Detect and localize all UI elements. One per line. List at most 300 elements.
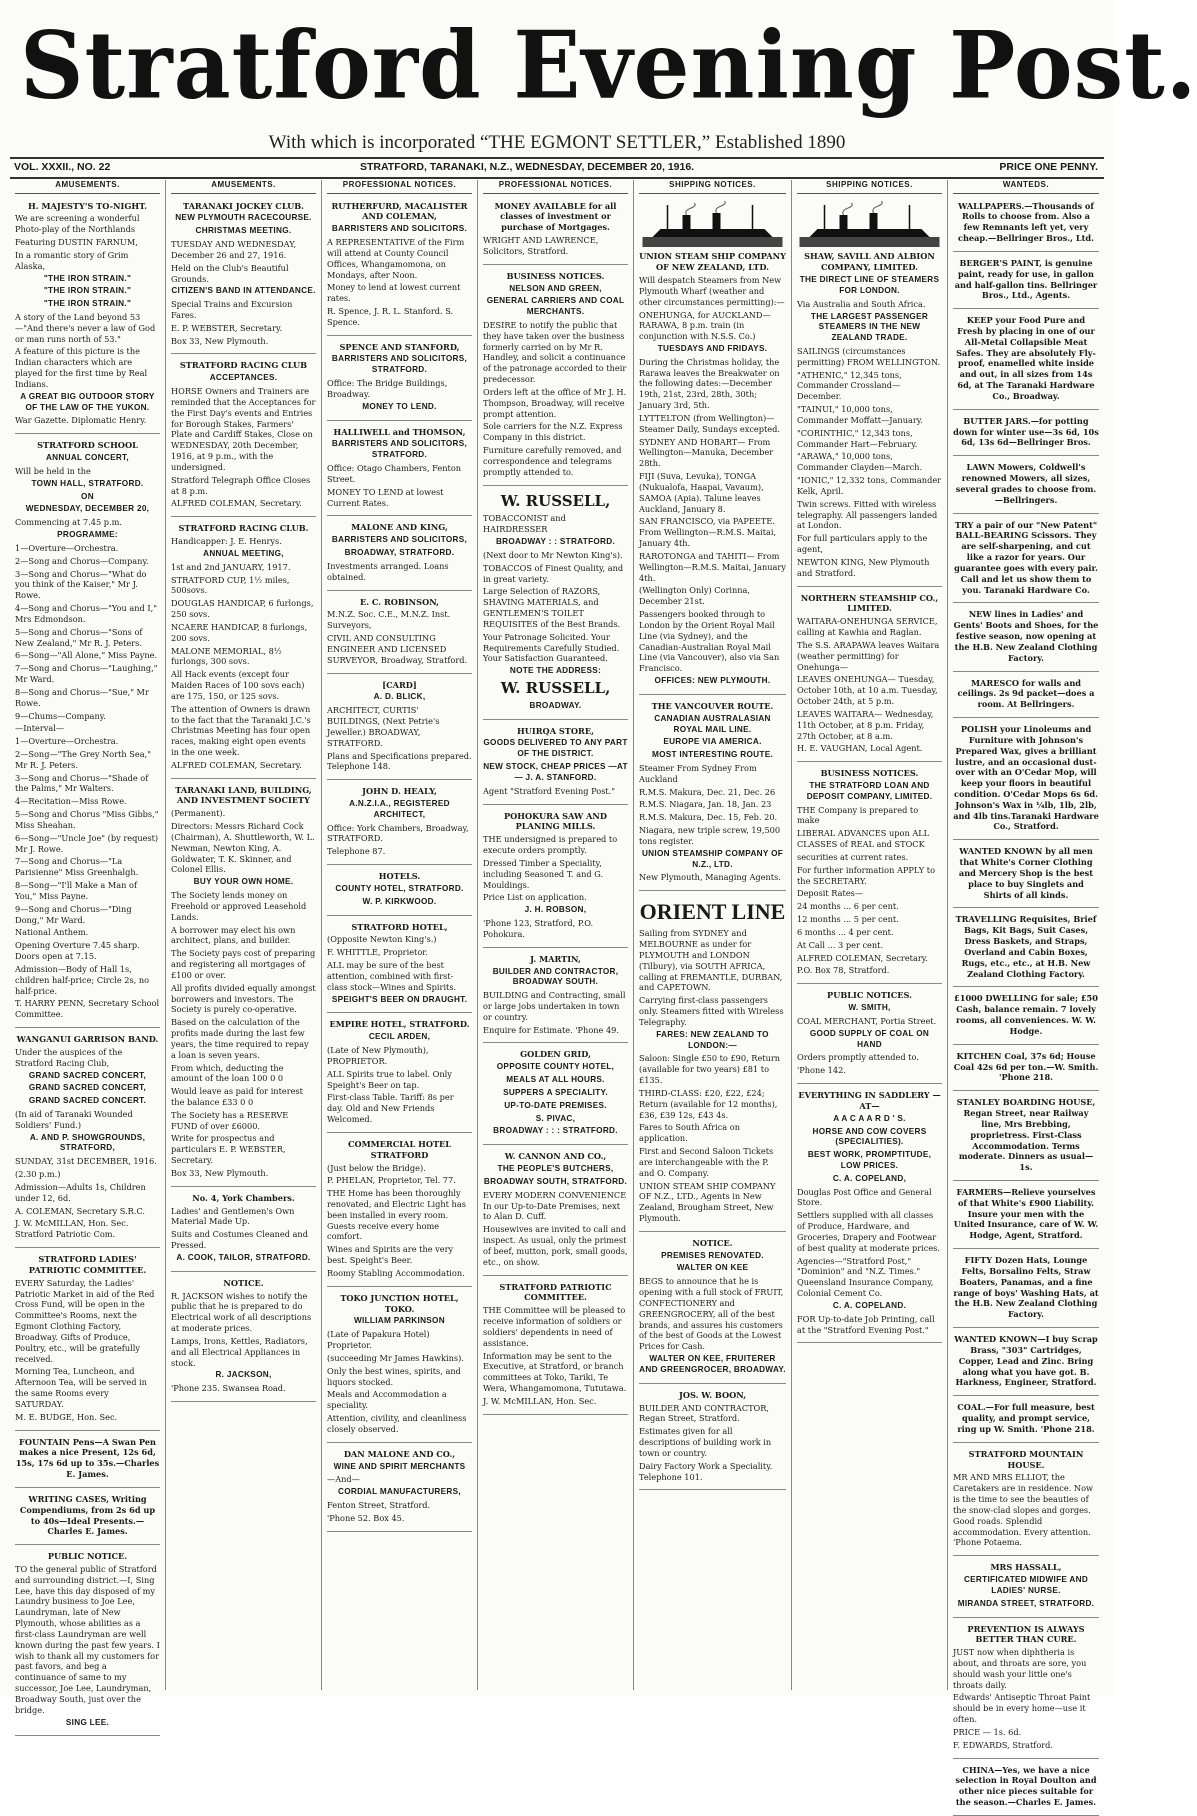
steamship-illustration (797, 203, 942, 247)
advertisement-heading: CHINA—Yes, we have a nice selection in Royal Doulton and other nice pieces suitable for the season.—Charles E. James. (955, 1764, 1097, 1808)
advertisement-text: Niagara, new triple screw, 19,500 tons register. (639, 825, 781, 846)
advertisement-block (483, 951, 628, 1044)
advertisement-text: BUY YOUR OWN HOME. (193, 877, 294, 887)
advertisement-block (171, 520, 316, 778)
advertisement-text: BUILDER AND CONTRACTOR, Regan Street, Stratford. (639, 1402, 770, 1424)
advertisement-heading: STRATFORD PATRIOTIC COMMITTEE. (499, 1281, 612, 1303)
advertisement-text: OPPOSITE COUNTY HOTEL, (496, 1062, 615, 1072)
advertisement-heading: WANTED KNOWN by all men that White's Corner Clothing and Mercery Shop is the best place to buy Singlets and Shirts of all kinds. (958, 846, 1094, 900)
advertisement-text: (In aid of Taranaki Wounded Soldiers' Fund.) (15, 1109, 133, 1130)
advertisement-block (953, 1446, 1099, 1556)
advertisement-heading: STANLEY BOARDING HOUSE, Regan Street, near Railway line, Mrs Brebbing, proprietress. First-Class Accommodation. Terms moderate. Dinners as usual—1s. (956, 1097, 1096, 1173)
advertisement-text: 6—Song—"All Alone," Miss Payne. (15, 650, 158, 661)
advertisement-text: ANNUAL CONCERT, (45, 453, 130, 463)
advertisement-heading: EVERYTHING IN SADDLERY —AT— (798, 1090, 941, 1111)
advertisement-heading: WANTED KNOWN—I buy Scrap Brass, "303" Cartridges, Copper, Lead and Zinc. Bring along what you have got. B. Harkness, Engineer, Stratford. (954, 1334, 1098, 1388)
advertisement-text: Housewives are invited to call and inspect. As usual, only the primest of beef, mutton, pork, small goods, etc., on show. (483, 1224, 628, 1267)
advertisement-text: 7—Song and Chorus—"Laughing," Mr Ward. (15, 663, 158, 685)
advertisement-text: Deposit Rates— (797, 888, 864, 899)
column-heading: PROFESSIONAL NOTICES. (327, 180, 472, 194)
advertisement-text: During the Christmas holiday, the Rarawa leaves the Breakwater on the following dates:—December 19th, 21st, 23rd, 28th, 30th; January 3rd, 5th. (639, 356, 780, 411)
advertisement-text: 6 months ... 4 per cent. (797, 926, 894, 937)
advertisement-heading: TRY a pair of our "New Patent" BALL-BEARING Scissors. They are self-sharpening, and cut like a razor for years. Our guarantee goes with every pair. Call and let us show them to you. Taranaki Hardware Co. (954, 519, 1098, 595)
advertisement-text: WRIGHT AND LAWRENCE, Solicitors, Stratford. (483, 235, 599, 256)
advertisement-heading: £1000 DWELLING for sale; £50 Cash, balance remain. 7 lovely rooms, all conveniences. W. W. Hodge. (954, 993, 1098, 1036)
advertisement-text: Saloon: Single £50 to £90, Return (available for two years) £81 to £135. (639, 1053, 781, 1086)
advertisement-block (953, 843, 1099, 908)
advertisement-block (15, 1031, 160, 1248)
advertisement-text: (Next door to Mr Newton King's). (483, 549, 623, 560)
advertisement-heading: MONEY AVAILABLE for all classes of investment or purchase of Mortgages. (494, 200, 617, 233)
advertisement-block (483, 268, 628, 486)
advertisement-heading: HOTELS. (378, 871, 421, 882)
advertisement-text: —Interval— (15, 723, 65, 734)
advertisement-block (483, 808, 628, 948)
advertisement-text: ALL Spirits true to label. Only Speight's Beer on tap. (327, 1068, 452, 1090)
advertisement-text: Stratford Telegraph Office Closes at 8 p.m. (171, 474, 311, 496)
advertisement-heading: MALONE AND KING, (351, 522, 448, 533)
advertisement-text: 'Phone 123, Stratford, P.O. Pohokura. (483, 918, 594, 939)
advertisement-text: THE STRATFORD LOAN AND DEPOSIT COMPANY, LIMITED. (806, 780, 933, 801)
advertisement-text: R. JACKSON wishes to notify the public that he is prepared to do Electrical work of all descriptions at moderate prices. (171, 1290, 312, 1334)
advertisement-block (327, 339, 472, 421)
advertisement-heading: BUTTER JARS.—for potting down for winter use—3s 6d, 10s 6d, 13s 6d—Bellringer Bros. (953, 415, 1099, 448)
advertisement-text: "ATHENIC," 12,345 tons, Commander Crossland—December. (797, 369, 902, 402)
advertisement-block (797, 765, 942, 984)
advertisement-block (639, 1387, 786, 1491)
column-6 (792, 180, 948, 1690)
advertisement-text: Your Patronage Solicited. Your Requirements Carefully Studied. Your Satisfaction Guaranteed. (483, 631, 620, 664)
advertisement-text: THE DIRECT LINE OF STEAMERS FOR LONDON. (799, 275, 940, 295)
advertisement-text: Agencies—"Stratford Post," "Dominion" and "N.Z. Times." Queensland Insurance Company, Colonial Cement Co. (797, 1255, 934, 1299)
advertisement-text: 4—Song and Chorus—"You and I," Mrs Edmondson. (15, 603, 157, 624)
advertisement-heading: FOUNTAIN Pens—A Swan Pen makes a nice Present, 12s 6d, 15s, 17s 6d up to 35s.—Charles E. James. (15, 1436, 160, 1480)
advertisement-text: Only the best wines, spirits, and liquors stocked. (327, 1365, 461, 1387)
advertisement-text: Wines and Spirits are the very best. Speight's Beer. (327, 1244, 454, 1266)
column-heading: SHIPPING NOTICES. (639, 180, 786, 194)
advertisement-text: 8—Song—"I'll Make a Man of You," Miss Payne. (15, 880, 137, 901)
advertisement-text: Office: The Bridge Buildings, Broadway. (327, 378, 448, 399)
advertisement-text: Fenton Street, Stratford. (327, 1500, 431, 1511)
advertisement-block (639, 894, 786, 1232)
advertisement-text: Plans and Specifications prepared. Telephone 148. (327, 750, 472, 772)
advertisement-text: GOODS DELIVERED TO ANY PART OF THE DISTRICT. (483, 738, 628, 759)
advertisement-block (797, 1087, 942, 1343)
advertisement-text: 9—Chums—Company. (15, 710, 106, 721)
advertisement-text: 3—Song and Chorus—"What do you think of the Kaiser," Mr J. Rowe. (15, 568, 147, 601)
advertisement-text: (Permanent). (171, 808, 226, 819)
advertisement-heading: LAWN Mowers, Coldwell's renowned Mowers, all sizes, several grades to choose from.—Bellringers. (955, 462, 1097, 505)
column-2 (166, 180, 322, 1690)
advertisement-text: DESIRE to notify the public that they have taken over the business formerly carried on by Mr R. Handley, and solicit a continuance of the patronage accorded to their predecessor. (483, 320, 627, 385)
advertisement-text: CORDIAL MANUFACTURERS, (338, 1487, 461, 1497)
advertisement-heading: PUBLIC NOTICE. (47, 1551, 128, 1562)
advertisement-text: The S.S. ARAPAWA leaves Waitara (weather permitting) for Onehunga— (797, 639, 940, 672)
advertisement-text: DOUGLAS HANDICAP, 6 furlongs, 250 sovs. (171, 598, 314, 620)
advertisement-text: Sailing from SYDNEY and MELBOURNE as under for PLYMOUTH and LONDON (Tilbury), via SOUTH AFRICA, calling at FREMANTLE, DURBAN, and CAPETOWN. (639, 928, 783, 993)
advertisement-heading: NOTICE. (692, 1237, 733, 1248)
advertisement-block (327, 424, 472, 517)
advertisement-heading: FIFTY Dozen Hats, Lounge Felts, Borsalino Felts, Straw Boaters, Panamas, and a fine range of boys' Washing Hats, at the H.B. New Zealand Clothing Factory. (953, 1255, 1099, 1320)
advertisement-text: S. PIVAC, (535, 1113, 576, 1123)
advertisement-block (953, 459, 1099, 513)
advertisement-text: 1st and 2nd JANUARY, 1917. (171, 561, 291, 572)
advertisement-text: National Anthem. (15, 927, 89, 938)
advertisement-text: TOWN HALL, STRATFORD. (31, 478, 144, 488)
advertisement-heading: W. CANNON AND CO., (504, 1151, 607, 1162)
advertisement-block (327, 594, 472, 674)
advertisement-block (953, 1762, 1099, 1816)
advertisement-heading: EMPIRE HOTEL, STRATFORD. (329, 1019, 470, 1030)
advertisement-block (953, 1559, 1099, 1617)
advertisement-text: Estimates given for all descriptions of building work in town or country. (639, 1426, 772, 1458)
advertisement-heading: TARANAKI JOCKEY CLUB. (182, 200, 305, 211)
advertisement-text: JUST now when diphtheria is about, and throats are sore, you should wash your little one's throats daily. (953, 1647, 1087, 1690)
advertisement-text: Money to lend at lowest current rates. (327, 282, 461, 304)
advertisement-heading: HALLIWELL and THOMSON, (333, 426, 466, 437)
advertisement-heading: THE VANCOUVER ROUTE. (651, 700, 774, 711)
advertisement-text: BARRISTERS AND SOLICITORS, STRATFORD. (331, 354, 468, 375)
advertisement-block (327, 919, 472, 1014)
advertisement-text: NEW PLYMOUTH RACECOURSE. (175, 213, 312, 223)
advertisement-text: Would leave as paid for interest the balance £33 0 0 (171, 1086, 303, 1107)
advertisement-text: J. W. McMILLAN, Hon. Sec. Stratford Patriotic Com. (15, 1218, 129, 1240)
advertisement-block (327, 1016, 472, 1132)
advertisement-heading: POLISH your Linoleums and Furniture with Johnson's Prepared Wax, gives a brilliant lustre, and an occasional dust-over with an O'Cedar Mop, will keep your floors in beautiful condition. O'Cedar Mops 6s 6d. Johnson's Wax in ¼lb, 1lb, 2lb, and 4lb tins.Taranaki Hardware Co., Stratford. (953, 724, 1099, 832)
advertisement-text: LEAVES WAITARA— Wednesday, 11th October, at 8 p.m. Friday, 27th October, at 8 a.m. (797, 708, 934, 741)
advertisement-heading: NORTHERN STEAMSHIP CO., LIMITED. (800, 592, 939, 614)
advertisement-text: Douglas Post Office and General Store. (797, 1186, 932, 1208)
advertisement-text: BROADWAY SOUTH, STRATFORD. (483, 1176, 628, 1186)
advertisement-text: Box 33, New Plymouth. (171, 335, 269, 346)
advertisement-text: BUILDING and Contracting, small or large jobs undertaken in town or country. (483, 990, 626, 1022)
advertisement-text: TUESDAYS AND FRIDAYS. (657, 344, 768, 353)
advertisement-heading: STRATFORD RACING CLUB (179, 360, 308, 371)
advertisement-text: Suits and Costumes Cleaned and Pressed. (171, 1229, 308, 1251)
advertisement-text: THE PEOPLE'S BUTCHERS, (497, 1164, 614, 1174)
advertisement-heading: POHOKURA SAW AND PLANING MILLS. (504, 810, 607, 832)
advertisement-text: Featuring DUSTIN FARNUM, (15, 237, 138, 248)
advertisement-text: (2.30 p.m.) (15, 1169, 61, 1180)
column-heading: AMUSEMENTS. (15, 180, 160, 194)
column-7 (948, 180, 1104, 1808)
advertisement-heading: COMMERCIAL HOTEL STRATFORD (347, 1138, 452, 1160)
advertisement-block (15, 1251, 160, 1430)
advertisement-text: 5—Song and Chorus "Miss Gibbs," Miss Sheahan. (15, 809, 159, 830)
advertisement-block (797, 987, 942, 1084)
advertisement-text: H. E. VAUGHAN, Local Agent. (797, 743, 923, 754)
advertisement-text: A.N.Z.I.A., REGISTERED ARCHITECT, (349, 798, 450, 819)
advertisement-block (483, 1148, 628, 1275)
advertisement-text: W. RUSSELL, (500, 678, 611, 697)
advertisement-text: BROADWAY. (529, 700, 582, 710)
advertisement-block (953, 198, 1099, 252)
advertisement-block (15, 1491, 160, 1545)
advertisement-text: J. H. ROBSON, (524, 905, 587, 915)
advertisement-text: SAN FRANCISCO, via PAPEETE. From Wellington—R.M.S. Maitai, January 4th. (639, 516, 777, 549)
advertisement-block (483, 489, 628, 720)
advertisement-text: Handicapper: J. E. Henrys. (171, 536, 282, 547)
advertisement-heading: GOLDEN GRID, (520, 1049, 591, 1060)
advertisement-text: Write for prospectus and particulars E. P. WEBSTER, Secretary. (171, 1133, 286, 1166)
advertisement-text: "THE IRON STRAIN." (43, 299, 132, 309)
advertisement-heading: PUBLIC NOTICES. (827, 990, 912, 1001)
advertisement-text: ALFRED COLEMAN, Secretary. (171, 759, 302, 770)
advertisement-text: BEST WORK, PROMPTITUDE, LOW PRICES. (807, 1150, 932, 1170)
advertisement-text: THE LARGEST PASSENGER STEAMERS IN THE NEW ZEALAND TRADE. (810, 311, 929, 343)
advertisement-text: (Wellington Only) Corinna, December 21st. (639, 585, 751, 607)
advertisement-heading: NEW lines in Ladies' and Gents' Boots and Shoes, for the festive season, now opening at the H.B. New Zealand Clothing Factory. (953, 609, 1099, 663)
advertisement-text: WILLIAM PARKINSON (354, 1316, 445, 1326)
advertisement-text: M. E. BUDGE, Hon. Sec. (15, 1411, 118, 1422)
advertisement-block (639, 1235, 786, 1384)
advertisement-block (953, 1252, 1099, 1328)
advertisement-block (327, 783, 472, 865)
advertisement-text: Sole carriers for the N.Z. Express Company in this district. (483, 421, 623, 443)
advertisement-text: Edwards' Antiseptic Throat Paint should be in every home—use it often. (953, 1692, 1091, 1725)
advertisement-text: THE Committee will be pleased to receive information of soldiers or soldiers' dependents in need of assistance. (483, 1305, 626, 1348)
advertisement-block (953, 606, 1099, 671)
advertisement-heading: STRATFORD HOTEL, (351, 921, 448, 932)
advertisement-text: EVERY MODERN CONVENIENCE In our Up-to-Date Premises, next to Alan D. Cuff. (483, 1189, 627, 1222)
advertisement-text: CIVIL AND CONSULTING ENGINEER AND LICENSED SURVEYOR, Broadway, Stratford. (327, 633, 468, 665)
advertisement-text: Held on the Club's Beautiful Grounds. (171, 262, 289, 284)
advertisement-text: BARRISTERS AND SOLICITORS, STRATFORD. (331, 439, 468, 460)
advertisement-text: A. AND P. SHOWGROUNDS, STRATFORD, (29, 1132, 146, 1153)
advertisement-text: The Society pays cost of preparing and registering all mortgages of £100 or over. (171, 948, 316, 980)
advertisement-text: MONEY TO LEND. (362, 401, 437, 411)
advertisement-text: 'Phone 235. Swansea Road. (171, 1383, 286, 1394)
advertisement-text: Admission—Body of Hall 1s, children half-price; Circle 2s, no half-price. (15, 963, 150, 996)
advertisement-text: RAROTONGA and TAHITI— From Wellington—R.M.S. Maitai, January 4th. (639, 550, 786, 583)
advertisement-block (953, 675, 1099, 718)
advertisement-text: COAL MERCHANT, Portia Street. (797, 1015, 937, 1026)
column-5 (634, 180, 792, 1690)
advertisement-text: EVERY Saturday, the Ladies' Patriotic Market in aid of the Red Cross Fund, will be open in the Committee's Rooms, next the Egmont Clothing Factory, Broadway. Gifts of Produce, Poultry, etc., will be gratefully received. (15, 1277, 155, 1364)
advertisement-text: J. W. McMILLAN, Hon. Sec. (483, 1395, 597, 1406)
advertisement-text: Dairy Factory Work a Speciality. Telephone 101. (639, 1460, 773, 1482)
advertisement-text: 24 months ... 6 per cent. (797, 901, 899, 912)
advertisement-text: A A C A A R D ' S. (833, 1113, 906, 1123)
newspaper-title: Stratford Evening Post. (20, 10, 1197, 120)
advertisement-heading: DAN MALONE AND CO., (343, 1448, 456, 1459)
advertisement-text: M.N.Z. Soc. C.E., M.N.Z. Inst. Surveyors, (327, 609, 451, 631)
columns-container (10, 180, 1104, 1808)
advertisement-text: R.M.S. Niagara, Jan. 18, Jan. 23 (639, 799, 772, 810)
advertisement-block (327, 1290, 472, 1443)
column-heading: AMUSEMENTS. (171, 180, 316, 194)
advertisement-text: A. COLEMAN, Secretary S.R.C. (15, 1205, 146, 1216)
advertisement-text: THIRD-CLASS: £20, £22, £24; Return (available for 12 months), £36, £39 12s, £43 4s. (639, 1087, 778, 1120)
advertisement-text: UNION STEAM SHIP COMPANY OF N.Z., LTD., Agents in New Zealand, Brougham Street, New Plymouth. (639, 1180, 776, 1223)
advertisement-text: A feature of this picture is the Indian characters which are played for the first time by Real Indians. (15, 346, 148, 389)
advertisement-text: SUPPERS A SPECIALITY. (503, 1087, 608, 1097)
advertisement-text: Lamps, Irons, Kettles, Radiators, and all Electrical Appliances in stock. (171, 1335, 308, 1368)
advertisement-block (953, 517, 1099, 604)
advertisement-block (15, 1548, 160, 1736)
advertisement-text: Dressed Timber a Speciality, including Seasoned T. and G. Mouldings. (483, 857, 604, 890)
advertisement-text: Special Trains and Excursion Fares. (171, 299, 293, 320)
advertisement-block (797, 198, 942, 587)
advertisement-heading: J. MARTIN, (530, 953, 581, 964)
advertisement-text: "TAINUI," 10,000 tons, Commander Moffatt—January. (797, 404, 923, 425)
advertisement-text: TOBACCONIST and HAIRDRESSER (483, 513, 566, 535)
advertisement-block (953, 1399, 1099, 1442)
advertisement-text: For further information APPLY to the SECRETARY. (797, 864, 936, 886)
advertisement-text: MALONE MEMORIAL, 8½ furlongs, 300 sovs. (171, 645, 282, 667)
advertisement-text: The Society has a RESERVE FUND of over £6000. (171, 1109, 289, 1131)
advertisement-heading: MRS HASSALL, (990, 1562, 1062, 1573)
advertisement-heading: PREVENTION IS ALWAYS BETTER THAN CURE. (967, 1623, 1085, 1645)
advertisement-text: 1—Overture—Orchestra. (15, 736, 119, 747)
advertisement-text: Information may be sent to the Executive, at Stratford, or branch committees at Toko, Tariki, Te Wera, Whangamomona, Tututawa. (483, 1350, 627, 1394)
advertisement-heading: ORIENT LINE (639, 899, 786, 925)
advertisement-text: At Call ... 3 per cent. (797, 939, 884, 950)
advertisement-heading: BERGER'S PAINT, is genuine paint, ready for use, in gallon and half-gallon tins. Bellringer Bros., Ltd., Agents. (954, 257, 1098, 301)
advertisement-text: BARRISTERS AND SOLICITORS. (331, 224, 468, 234)
advertisement-text: GOOD SUPPLY OF COAL ON HAND (809, 1028, 930, 1049)
advertisement-text: New Plymouth, Managing Agents. (639, 872, 781, 883)
advertisement-text: Price List on application. (483, 892, 587, 903)
advertisement-block (483, 1279, 628, 1415)
advertisement-text: (succeeding Mr James Hawkins). (327, 1352, 464, 1363)
advertisement-block (953, 1048, 1099, 1091)
advertisement-text: SUNDAY, 31st DECEMBER, 1916. (15, 1156, 157, 1167)
advertisement-text: 4—Recitation—Miss Rowe. (15, 796, 127, 807)
advertisement-text: UNION STEAMSHIP COMPANY OF N.Z., LTD. (641, 848, 784, 869)
advertisement-text: TOBACCOS of Finest Quality, and in great variety. (483, 562, 624, 584)
dateline: STRATFORD, TARANAKI, N.Z., WEDNESDAY, DECEMBER 20, 1916. (360, 161, 695, 173)
advertisement-block (639, 698, 786, 891)
advertisement-text: R.M.S. Makura, Dec. 21, Dec. 26 (639, 786, 776, 797)
advertisement-heading: [CARD] (382, 679, 417, 690)
advertisement-text: GRAND SACRED CONCERT, (28, 1083, 147, 1093)
advertisement-text: STRATFORD CUP, 1½ miles, 500sovs. (171, 574, 290, 596)
advertisement-text: All profits divided equally amongst borrowers and investors. The Society is purely co-operative. (171, 982, 316, 1015)
advertisement-block (483, 1046, 628, 1145)
advertisement-block (953, 911, 1099, 987)
advertisement-text: Roomy Stabling Accommodation. (327, 1267, 465, 1278)
column-3 (322, 180, 478, 1690)
advertisement-text: 2—Song and Chorus—Company. (15, 555, 149, 566)
advertisement-block (483, 198, 628, 265)
advertisement-text: securities at current rates. (797, 851, 909, 862)
advertisement-block (171, 1190, 316, 1272)
advertisement-block (953, 1331, 1099, 1396)
advertisement-text: ALL may be sure of the best attention, combined with first-class stock—Wines and Spirits. (327, 960, 457, 992)
advertisement-text: Opening Overture 7.45 sharp. Doors open at 7.15. (15, 940, 140, 962)
advertisement-block (15, 437, 160, 1028)
advertisement-text: 9—Song and Chorus—"Ding Dong," Mr Ward. (15, 903, 132, 925)
advertisement-text: NELSON AND GREEN, (509, 283, 602, 293)
advertisement-text: THE Company is prepared to make (797, 804, 919, 826)
advertisement-text: 'Phone 52. Box 45. (327, 1512, 405, 1523)
advertisement-text: NEW STOCK, CHEAP PRICES —AT— J. A. STANFORD. (483, 762, 628, 782)
advertisement-text: FARES: NEW ZEALAND TO LONDON:— (656, 1029, 769, 1050)
advertisement-text: Passengers booked through to London by the Orient Royal Mail Line (via Sydney), and the Canadian-Australian Royal Mail Line (via Vancouver), also via San Francisco. (639, 609, 780, 674)
advertisement-text: 6—Song—"Uncle Joe" (by request) Mr J. Rowe. (15, 832, 159, 854)
advertisement-text: Box 33, New Plymouth. (171, 1167, 269, 1178)
advertisement-heading: RUTHERFURD, MACALISTER AND COLEMAN, (331, 200, 468, 222)
advertisement-text: ALFRED COLEMAN, Secretary. (171, 498, 302, 509)
advertisement-text: A. COOK, TAILOR, STRATFORD. (176, 1252, 311, 1262)
steamship-illustration (639, 203, 786, 247)
advertisement-text: Enquire for Estimate. 'Phone 49. (483, 1024, 619, 1035)
advertisement-text: Admission—Adults 1s, Children under 12, 6d. (15, 1181, 146, 1203)
advertisement-text: Will be held in the (15, 465, 91, 476)
advertisement-text: Orders left at the office of Mr J. H. Thompson, Broadway, will receive prompt attention. (483, 386, 627, 419)
advertisement-text: 2—Song—"The Grey North Sea," Mr R. J. Peters. (15, 748, 151, 770)
advertisement-text: MONEY TO LEND at lowest Current Rates. (327, 486, 444, 508)
advertisement-heading: TARANAKI LAND, BUILDING, AND INVESTMENT SOCIETY (175, 784, 312, 806)
advertisement-text: "THE IRON STRAIN." (43, 286, 132, 296)
advertisement-text: C. A. COPELAND. (832, 1300, 907, 1310)
advertisement-text: PROGRAMME: (57, 530, 118, 540)
advertisement-text: A story of the Land beyond 53—"And there's never a law of God or man runs north of 53." (15, 312, 156, 344)
advertisement-heading: STRATFORD RACING CLUB. (178, 523, 309, 534)
advertisement-text: (Late of New Plymouth), PROPRIETOR. (327, 1045, 429, 1066)
advertisement-text: BARRISTERS AND SOLICITORS, (331, 535, 468, 545)
advertisement-text: HORSE Owners and Trainers are reminded that the Acceptances for the First Day's events and Entries for Borough Stakes, Farmers' Plate and Cardiff Stakes, Close on WEDNESDAY, 20th December, 1916, at 9 p.m., with the undersigned. (171, 386, 316, 472)
advertisement-text: Agent "Stratford Evening Post." (483, 785, 616, 796)
advertisement-text: Directors: Messrs Richard Cock (Chairman), A. Shuttleworth, W. L. Newman, Newton King, A. Goldwater, T. K. Skinner, and Colonel Ellis. (171, 821, 315, 875)
advertisement-heading: WALLPAPERS.—Thousands of Rolls to choose from. Also a few Remnants left yet, very cheap.—Bellringer Bros., Ltd. (957, 200, 1094, 244)
advertisement-heading: WANGANUI GARRISON BAND. (16, 1034, 159, 1045)
advertisement-text: NCAERE HANDICAP, 8 furlongs, 200 sovs. (171, 621, 308, 643)
advertisement-text: E. P. WEBSTER, Secretary. (171, 322, 283, 333)
advertisement-heading: JOHN D. HEALY, (362, 786, 437, 797)
advertisement-text: (Late of Papakura Hotel) Proprietor. (327, 1329, 430, 1351)
advertisement-text: A REPRESENTATIVE of the Firm will attend at County Council Offices, Whangamomona, on Mondays, after Noon. (327, 237, 465, 280)
advertisement-block (171, 1275, 316, 1402)
advertisement-text: SYDNEY AND HOBART— From Wellington—Manuka, December 28th. (639, 436, 774, 469)
advertisement-text: GRAND SACRED CONCERT, (28, 1070, 147, 1080)
advertisement-text: ONEHUNGA, for AUCKLAND— RARAWA, 8 p.m. train (in conjunction with N.S.S. Co.) (639, 309, 771, 342)
advertisement-text: Carrying first-class passengers only. Steamers fitted with Wireless Telegraphy. (639, 995, 784, 1027)
advertisement-heading: JOS. W. BOON, (678, 1389, 747, 1400)
advertisement-heading: WRITING CASES, Writing Compendiums, from 2s 6d up to 40s—Ideal Presents.—Charles E. James. (19, 1493, 156, 1537)
advertisement-heading: STRATFORD LADIES' PATRIOTIC COMMITTEE. (28, 1254, 147, 1275)
advertisement-text: Office: Otago Chambers, Fenton Street. (327, 463, 462, 484)
advertisement-text: Under the auspices of the Stratford Racing Club, (15, 1046, 123, 1068)
advertisement-heading: KITCHEN Coal, 37s 6d; House Coal 42s 6d per ton.—W. Smith. 'Phone 218. (953, 1050, 1099, 1083)
advertisement-block (797, 590, 942, 763)
advertisement-text: Investments arranged. Loans obtained. (327, 560, 449, 582)
advertisement-block (483, 723, 628, 805)
advertisement-text: Settlers supplied with all classes of Produce, Hardware, and Groceries, Drapery and Footwear of best quality at moderate prices. (797, 1210, 940, 1253)
advertisement-text: BROADWAY : : : STRATFORD. (493, 1126, 618, 1136)
advertisement-text: CITIZEN'S BAND IN ATTENDANCE. (171, 286, 316, 296)
advertisement-heading: MARESCO for walls and ceilings. 2s 9d packet—does a room. At Bellringers. (957, 677, 1095, 710)
advertisement-text: CANADIAN AUSTRALASIAN ROYAL MAIL LINE. (654, 713, 771, 734)
advertisement-text: 3—Song and Chorus—"Shade of the Palms," Mr Walters. (15, 772, 149, 794)
advertisement-text: Morning Tea, Luncheon, and Afternoon Tea, will be served in the same Rooms every SATURDAY. (15, 1366, 147, 1409)
advertisement-text: The Society lends money on Freehold or approved Leasehold Lands. (171, 890, 307, 922)
advertisement-text: WALTER ON KEE (676, 1263, 749, 1273)
advertisement-text: CHRISTMAS MEETING. (195, 226, 292, 236)
advertisement-text: —And— (327, 1474, 360, 1485)
advertisement-text: Large Selection of RAZORS, SHAVING MATERIALS, and GENTLEMEN'S TOILET REQUISITES of the Best Brands. (483, 586, 621, 629)
column-heading: SHIPPING NOTICES. (797, 180, 942, 194)
column-1 (10, 180, 166, 1727)
advertisement-text: LEAVES ONEHUNGA— Tuesday, October 10th, at 10 a.m. Tuesday, October 24th, at 5 p.m. (797, 674, 938, 707)
advertisement-block (953, 1094, 1099, 1181)
advertisement-text: A GREAT BIG OUTDOOR STORY OF THE LAW OF THE YUKON. (20, 391, 155, 412)
advertisement-block (171, 782, 316, 1187)
advertisement-heading: W. RUSSELL, (500, 491, 611, 510)
advertisement-text: R. JACKSON, (215, 1370, 272, 1380)
advertisement-text: PREMISES RENOVATED. (661, 1250, 764, 1260)
